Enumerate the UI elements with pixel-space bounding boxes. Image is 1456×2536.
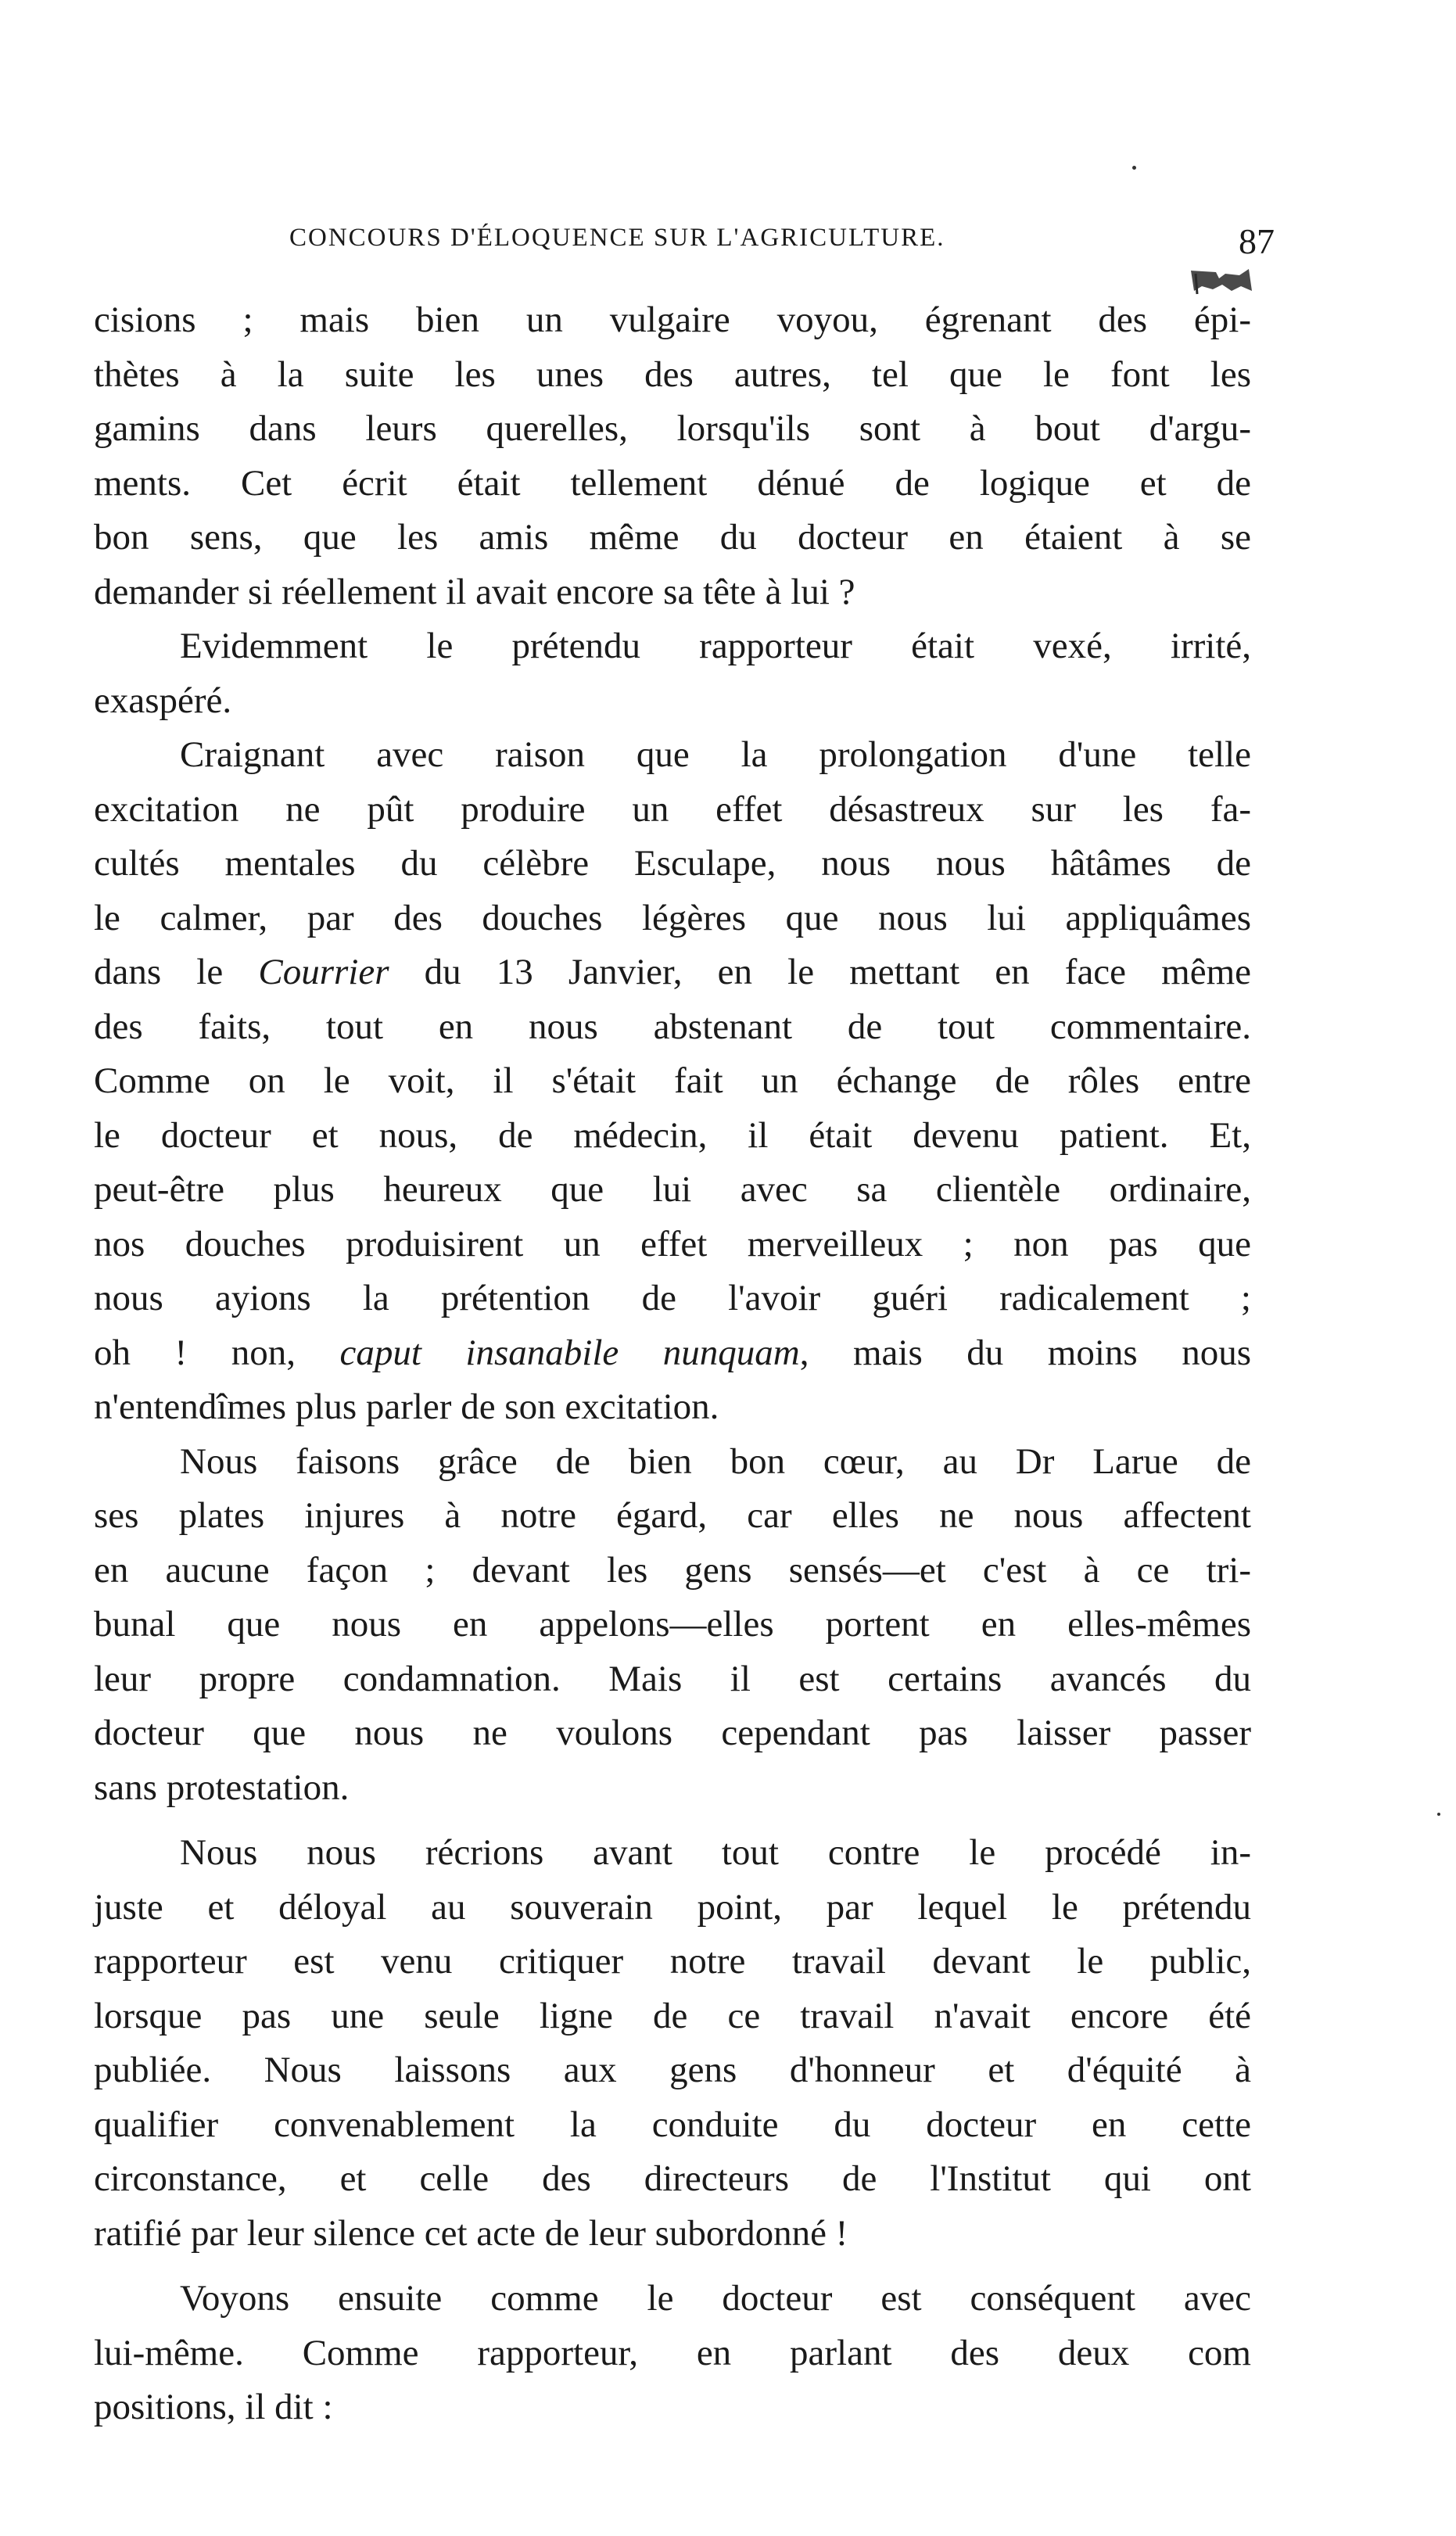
text-line: Nous nous récrions avant tout contre le procédé in- <box>180 1832 1251 1873</box>
text-line: en aucune façon ; devant les gens sensés—et c'est à ce tri- <box>94 1549 1251 1591</box>
text-line: le docteur et nous, de médecin, il était devenu patient. Et, <box>94 1114 1251 1156</box>
text-line: bunal que nous en appelons—elles portent en elles-mêmes <box>94 1604 1251 1645</box>
paragraph <box>94 293 1251 619</box>
text-line: nous ayions la prétention de l'avoir guéri radicalement ; <box>94 1278 1251 1318</box>
text-line: positions, il dit : <box>94 2387 333 2427</box>
text-line: leur propre condamnation. Mais il est certains avancés du <box>94 1658 1251 1699</box>
text-line: qualifier convenablement la conduite du docteur en cette <box>94 2104 1251 2145</box>
text-line: bon sens, que les amis même du docteur en étaient à se <box>94 517 1251 558</box>
text-line: circonstance, et celle des directeurs de l'Institut qui ont <box>94 2158 1251 2199</box>
body-text <box>94 293 1251 2435</box>
running-head <box>289 221 1275 267</box>
paragraph <box>94 1826 1251 2261</box>
text-line: Evidemment le prétendu rapporteur était vexé, irrité, <box>180 626 1251 666</box>
speck-mark <box>1132 166 1136 170</box>
text-line: demander si réellement il avait encore sa tête à lui ? <box>94 571 855 612</box>
text-line: n'entendîmes plus parler de son excitation. <box>94 1386 719 1427</box>
text-line: excitation ne pût produire un effet désastreux sur les fa- <box>94 788 1251 830</box>
text-line: oh ! non, caput insanabile nunquam, mais du moins nous <box>94 1332 1252 1373</box>
text-line: des faits, tout en nous abstenant de tout commentaire. <box>94 1006 1251 1047</box>
text-line: lorsque pas une seule ligne de ce travail n'avait encore été <box>94 1995 1251 2036</box>
page-number: 87 <box>1239 221 1275 261</box>
text-line: ments. Cet écrit était tellement dénué de logique et de <box>94 462 1251 504</box>
text-line: publiée. Nous laissons aux gens d'honneur et d'équité à <box>94 2050 1251 2090</box>
paragraph <box>94 728 1251 1435</box>
text-line: cisions ; mais bien un vulgaire voyou, égrenant des épi- <box>94 300 1251 340</box>
text-line: peut-être plus heureux que lui avec sa clientèle ordinaire, <box>94 1169 1251 1210</box>
text-line: nos douches produisirent un effet merveilleux ; non pas que <box>94 1223 1251 1264</box>
text-line: ses plates injures à notre égard, car elles ne nous affectent <box>94 1495 1251 1536</box>
text-line: Craignant avec raison que la prolongation d'une telle <box>180 734 1251 775</box>
text-line: Comme on le voit, il s'était fait un échange de rôles entre <box>94 1060 1251 1101</box>
paragraph <box>94 2272 1251 2435</box>
text-line: thètes à la suite les unes des autres, tel que le font les <box>94 353 1251 395</box>
text-line: docteur que nous ne voulons cependant pas laisser passer <box>94 1713 1251 1753</box>
text-line: juste et déloyal au souverain point, par lequel le prétendu <box>94 1886 1251 1928</box>
text-line: gamins dans leurs querelles, lorsqu'ils sont à bout d'argu- <box>94 408 1251 449</box>
italic-phrase: caput insanabile nunquam <box>339 1332 800 1373</box>
text-line: exaspéré. <box>94 680 232 721</box>
text-line: dans le Courrier du 13 Janvier, en le mettant en face même <box>94 952 1251 992</box>
text-line: Voyons ensuite comme le docteur est conséquent avec <box>180 2278 1251 2319</box>
paragraph-gap <box>94 1815 1251 1826</box>
italic-phrase: Courrier <box>258 952 389 992</box>
text-line: Nous faisons grâce de bien bon cœur, au Dr Larue de <box>180 1440 1251 1482</box>
running-title: CONCOURS D'ÉLOQUENCE SUR L'AGRICULTURE. <box>289 224 945 252</box>
paragraph <box>94 1435 1251 1816</box>
text-line: cultés mentales du célèbre Esculape, nous nous hâtâmes de <box>94 843 1251 884</box>
paragraph-gap <box>94 2261 1251 2272</box>
text-line: rapporteur est venu critiquer notre travail devant le public, <box>94 1941 1251 1982</box>
text-line: ratifié par leur silence cet acte de leur subordonné ! <box>94 2212 848 2254</box>
text-line: lui-même. Comme rapporteur, en parlant des deux com <box>94 2332 1251 2373</box>
speck-mark <box>1437 1813 1440 1816</box>
text-line: sans protestation. <box>94 1767 350 1808</box>
text-line: le calmer, par des douches légères que nous lui appliquâmes <box>94 897 1251 938</box>
paragraph <box>94 619 1251 728</box>
ink-blot-mark <box>1185 267 1255 296</box>
